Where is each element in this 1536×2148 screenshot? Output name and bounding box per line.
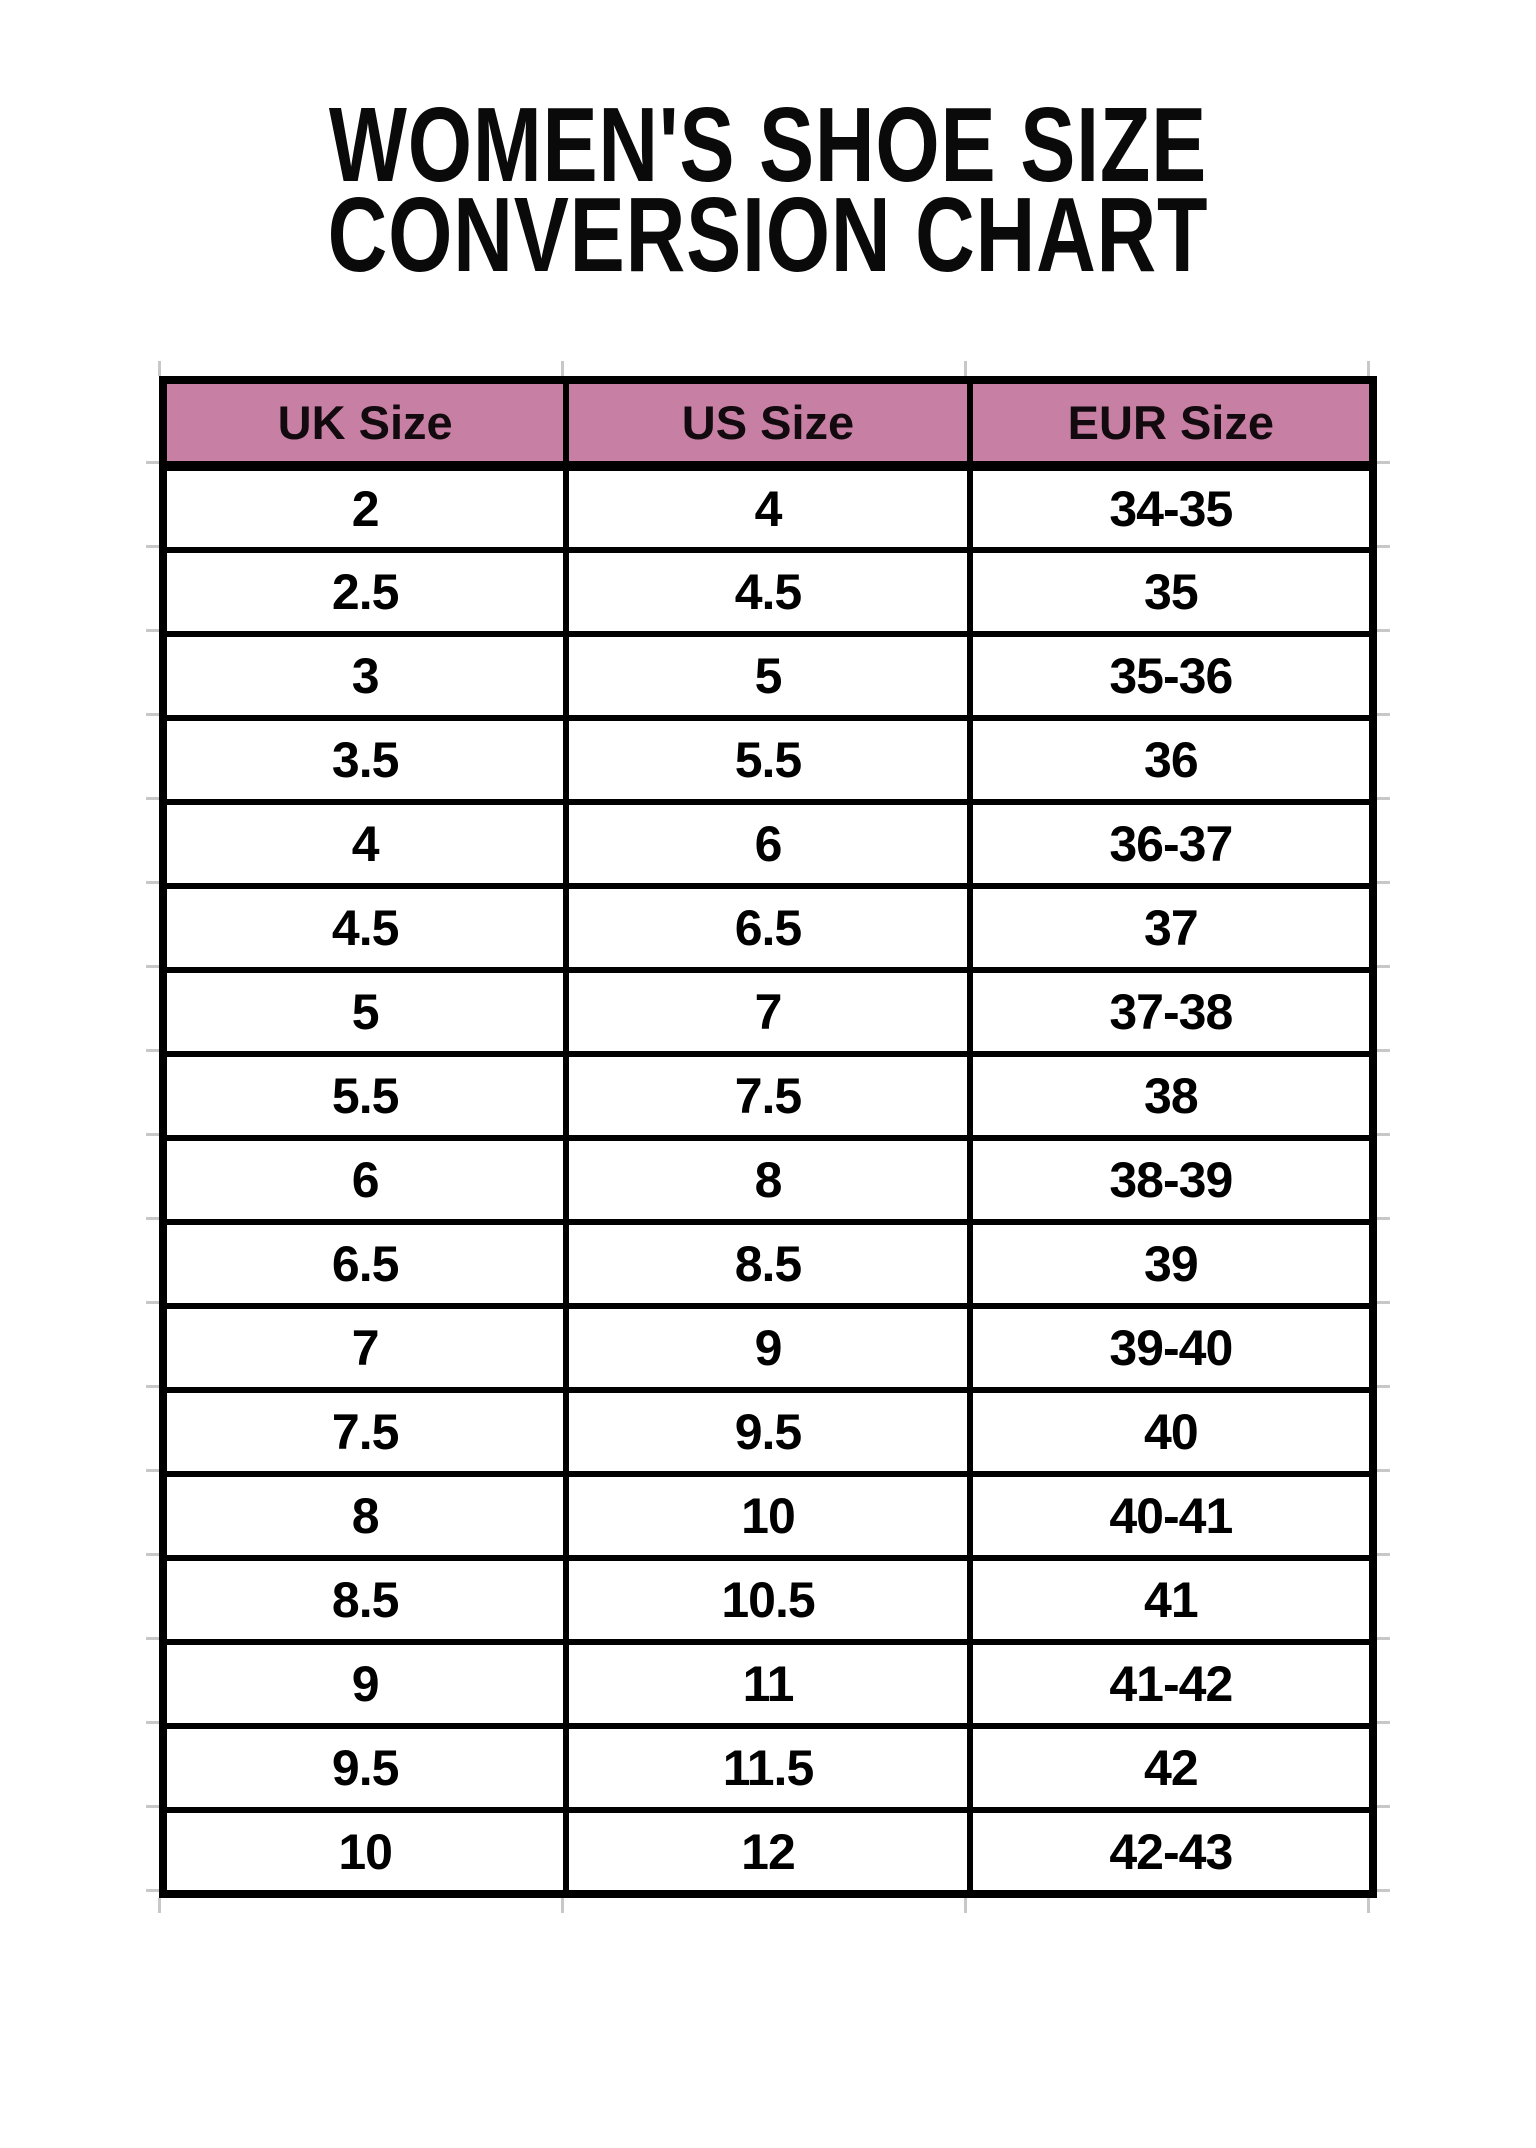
table-cell: 38 xyxy=(970,1054,1373,1138)
gridline-stub-left xyxy=(146,1889,159,1892)
table-row xyxy=(163,718,1373,802)
table-cell: 4 xyxy=(566,466,969,550)
table-cell: 36 xyxy=(970,718,1373,802)
conversion-table-wrapper xyxy=(159,376,1377,1898)
gridline-stub-right xyxy=(1377,1721,1390,1724)
gridline-stub-left xyxy=(146,1721,159,1724)
table-row xyxy=(163,466,1373,550)
table-cell: 6 xyxy=(163,1138,566,1222)
gridline-stub-right xyxy=(1377,545,1390,548)
table-cell: 8 xyxy=(566,1138,969,1222)
column-header-eur-size: EUR Size xyxy=(970,380,1373,466)
table-row xyxy=(163,1726,1373,1810)
table-cell: 3.5 xyxy=(163,718,566,802)
gridline-stub-left xyxy=(146,1385,159,1388)
table-cell: 5 xyxy=(566,634,969,718)
table-cell: 39-40 xyxy=(970,1306,1373,1390)
gridline-stub-left xyxy=(146,881,159,884)
gridline-stub-right xyxy=(1377,965,1390,968)
gridline-stub-left xyxy=(146,1133,159,1136)
table-cell: 5.5 xyxy=(566,718,969,802)
gridline-stub-left xyxy=(146,1049,159,1052)
gridline-stub-right xyxy=(1377,1385,1390,1388)
table-row xyxy=(163,1642,1373,1726)
gridline-stub-right xyxy=(1377,461,1390,464)
shoe-size-conversion-table xyxy=(159,376,1377,1898)
table-header xyxy=(163,380,1373,466)
table-cell: 38-39 xyxy=(970,1138,1373,1222)
table-cell: 12 xyxy=(566,1810,969,1894)
table-row xyxy=(163,1558,1373,1642)
table-row xyxy=(163,802,1373,886)
table-cell: 40 xyxy=(970,1390,1373,1474)
gridline-stub-right xyxy=(1377,881,1390,884)
gridline-stub-left xyxy=(146,1217,159,1220)
gridline-stub-right xyxy=(1377,1553,1390,1556)
gridline-stub-left xyxy=(146,1553,159,1556)
table-cell: 9.5 xyxy=(163,1726,566,1810)
title-line-1: WOMEN'S SHOE SIZE xyxy=(328,86,1208,204)
table-cell: 3 xyxy=(163,634,566,718)
title-line-2: CONVERSION CHART xyxy=(327,176,1209,295)
gridline-stub-right xyxy=(1377,629,1390,632)
table-row xyxy=(163,550,1373,634)
table-row xyxy=(163,1810,1373,1894)
table-cell: 6.5 xyxy=(566,886,969,970)
table-cell: 4.5 xyxy=(566,550,969,634)
table-cell: 4.5 xyxy=(163,886,566,970)
gridline-stub-left xyxy=(146,545,159,548)
gridline-stub-left xyxy=(146,797,159,800)
table-cell: 6 xyxy=(566,802,969,886)
table-cell: 10.5 xyxy=(566,1558,969,1642)
gridline-stub-top xyxy=(561,361,564,376)
table-cell: 40-41 xyxy=(970,1474,1373,1558)
gridline-stub-right xyxy=(1377,1133,1390,1136)
table-row xyxy=(163,886,1373,970)
gridline-stub-right xyxy=(1377,1889,1390,1892)
table-cell: 39 xyxy=(970,1222,1373,1306)
table-cell: 35-36 xyxy=(970,634,1373,718)
table-row xyxy=(163,1054,1373,1138)
table-cell: 10 xyxy=(163,1810,566,1894)
column-header-us-size: US Size xyxy=(566,380,969,466)
gridline-stub-right xyxy=(1377,1469,1390,1472)
table-cell: 9.5 xyxy=(566,1390,969,1474)
gridline-stub-right xyxy=(1377,797,1390,800)
table-cell: 41 xyxy=(970,1558,1373,1642)
table-body xyxy=(163,466,1373,1894)
table-cell: 42-43 xyxy=(970,1810,1373,1894)
table-cell: 7 xyxy=(566,970,969,1054)
table-cell: 9 xyxy=(566,1306,969,1390)
gridline-stub-left xyxy=(146,1469,159,1472)
column-header-uk-size: UK Size xyxy=(163,380,566,466)
table-row xyxy=(163,1474,1373,1558)
table-cell: 8.5 xyxy=(163,1558,566,1642)
table-cell: 9 xyxy=(163,1642,566,1726)
table-cell: 7.5 xyxy=(566,1054,969,1138)
table-cell: 5.5 xyxy=(163,1054,566,1138)
gridline-stub-left xyxy=(146,713,159,716)
table-row xyxy=(163,634,1373,718)
gridline-stub-left xyxy=(146,1637,159,1640)
gridline-stub-top xyxy=(964,361,967,376)
gridline-stub-right xyxy=(1377,1217,1390,1220)
table-header-row xyxy=(163,380,1373,466)
table-cell: 41-42 xyxy=(970,1642,1373,1726)
table-cell: 11 xyxy=(566,1642,969,1726)
gridline-stub-right xyxy=(1377,1301,1390,1304)
table-cell: 34-35 xyxy=(970,466,1373,550)
page xyxy=(0,86,1536,2148)
table-row xyxy=(163,1306,1373,1390)
gridline-stub-right xyxy=(1377,1049,1390,1052)
gridline-stub-right xyxy=(1377,713,1390,716)
table-row xyxy=(163,1138,1373,1222)
gridline-stub-bottom xyxy=(158,1898,161,1913)
gridline-stub-bottom xyxy=(561,1898,564,1913)
table-row xyxy=(163,1222,1373,1306)
table-cell: 6.5 xyxy=(163,1222,566,1306)
gridline-stub-bottom xyxy=(1367,1898,1370,1913)
table-cell: 2 xyxy=(163,466,566,550)
table-cell: 10 xyxy=(566,1474,969,1558)
table-row xyxy=(163,1390,1373,1474)
table-row xyxy=(163,970,1373,1054)
table-cell: 4 xyxy=(163,802,566,886)
table-cell: 37-38 xyxy=(970,970,1373,1054)
table-cell: 42 xyxy=(970,1726,1373,1810)
gridline-stub-right xyxy=(1377,1805,1390,1808)
table-cell: 36-37 xyxy=(970,802,1373,886)
gridline-stub-left xyxy=(146,965,159,968)
table-cell: 35 xyxy=(970,550,1373,634)
table-cell: 2.5 xyxy=(163,550,566,634)
table-cell: 11.5 xyxy=(566,1726,969,1810)
gridline-stub-right xyxy=(1377,1637,1390,1640)
gridline-stub-left xyxy=(146,1301,159,1304)
gridline-stub-top xyxy=(158,361,161,376)
gridline-stub-left xyxy=(146,1805,159,1808)
gridline-stub-left xyxy=(146,461,159,464)
table-cell: 8.5 xyxy=(566,1222,969,1306)
gridline-stub-bottom xyxy=(964,1898,967,1913)
gridline-stub-left xyxy=(146,629,159,632)
table-cell: 7.5 xyxy=(163,1390,566,1474)
gridline-stub-top xyxy=(1367,361,1370,376)
table-cell: 5 xyxy=(163,970,566,1054)
table-cell: 37 xyxy=(970,886,1373,970)
table-cell: 8 xyxy=(163,1474,566,1558)
table-cell: 7 xyxy=(163,1306,566,1390)
page-title xyxy=(0,86,1536,295)
